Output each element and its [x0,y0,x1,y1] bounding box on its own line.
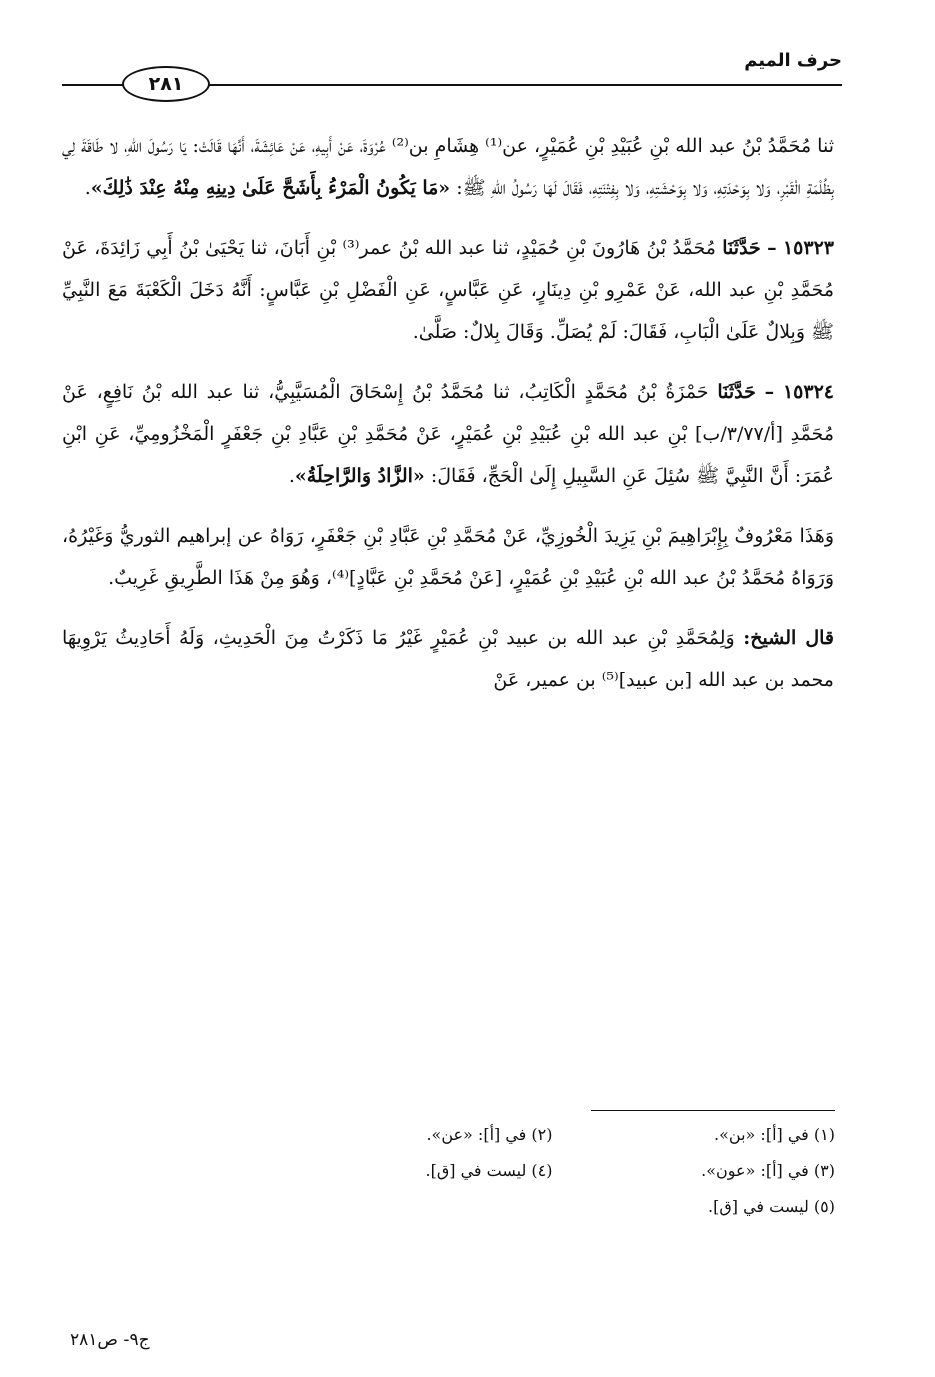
paragraph-3-end: . [288,465,295,487]
hadith-quote-2: «الزَّادُ وَالرَّاحِلَةُ» [294,465,425,487]
footnote-rule [591,1110,835,1111]
paragraph-4 [62,515,834,599]
footnote-3: (٣) في [أ]: «عون». [701,1161,835,1180]
paragraph-1 [62,125,834,209]
hadith-lead-15324: حَدَّثَنَا [717,381,756,403]
paragraph-1-end: . [84,177,91,199]
footnotes [270,1125,835,1233]
hadith-lead-15323: حَدَّثَنَا [722,237,761,259]
paragraph-2: ١٥٣٢٣ – حَدَّثَنَا مُحَمَّدُ بْنُ هَارُونَ بْنِ حُمَيْدٍ، ثنا عبد الله بْنُ عمر⁽³⁾ بْنِ أَبَانَ، ثنا يَحْيَىٰ بْنُ أَبِي زَائِدَةَ، عَنْ مُحَمَّدِ بْنِ عبد الله، عَنْ عَمْرِو بْنِ دِينَارٍ، عَنِ عَبَّاسٍ، عَنِ الْفَضْلِ بْنِ عَبَّاسٍ: أَنَّهُ دَخَلَ الْكَعْبَةَ مَعَ النَّبِيِّ ﷺ وَبِلالٌ عَلَىٰ الْبَابِ، فَقَالَ: لَمْ يُصَلِّ. وَقَالَ بِلالٌ: صَلَّىٰ. [62,237,834,343]
paragraph-3-text: حَمْزَةُ بْنُ مُحَمَّدٍ الْكَاتِبُ، ثنا مُحَمَّدُ بْنُ إِسْحَاقَ الْمُسَيَّبِيُّ، ثنا عبد الله بْنُ نَافِعٍ، عَنْ مُحَمَّدِ [أ/٣/٧٧/ب] بْنِ عبد الله بْنِ عُبَيْدِ بْنِ عُمَيْرٍ، عَنْ مُحَمَّدِ بْنِ عَبَّادِ بْنِ جَعْفَرٍ الْمَخْزُومِيِّ، عَنِ ابْنِ عُمَرَ: أَنَّ النَّبِيَّ ﷺ سُئِلَ عَنِ السَّبِيلِ إِلَىٰ الْحَجِّ، فَقَالَ: [62,381,834,487]
volume-page-footer: ج٩- ص٢٨١ [70,1330,150,1350]
paragraph-2-text: مُحَمَّدُ بْنُ هَارُونَ بْنِ حُمَيْدٍ، ثنا عبد الله بْنُ عمر⁽³⁾ بْنِ أَبَانَ، ثنا يَحْيَىٰ بْنُ أَبِي زَائِدَةَ، عَنْ مُحَمَّدِ بْنِ عبد الله، عَنْ عَمْرِو بْنِ دِينَارٍ، عَنِ عَبَّاسٍ، عَنِ الْفَضْلِ بْنِ عَبَّاسٍ: أَنَّهُ دَخَلَ الْكَعْبَةَ مَعَ النَّبِيِّ ﷺ وَبِلالٌ عَلَىٰ الْبَابِ، فَقَالَ: لَمْ يُصَلِّ. وَقَالَ بِلالٌ: صَلَّىٰ. [62,237,834,343]
paragraph-5 [62,617,834,701]
page-header [62,46,842,95]
page-number-badge: ٢٨١ [122,66,210,102]
hadith-quote-1: «مَا يَكُونُ الْمَرْءُ بِأَشَحَّ عَلَىٰ دِينِهِ مِنْهُ عِنْدَ ذَٰلِكَ» [90,177,451,199]
paragraph-5-text: وَلِمُحَمَّدِ بْنِ عبد الله بن عبيد بْنِ عُمَيْرٍ غَيْرُ مَا ذَكَرْتُ مِنَ الْحَدِيثِ، وَلَهُ أَحَادِيثُ يَرْوِيهَا محمد بن عبد الله [بن عبيد]⁽⁵⁾ بن عمير، عَنْ [62,627,834,691]
footnote-5: (٥) ليست في [ق]. [708,1197,835,1216]
shaykh-label: قال الشيخ: [743,627,834,649]
footnote-2: (٢) في [أ]: «عن». [426,1125,553,1144]
hadith-number-15323: ١٥٣٢٣ [782,237,834,259]
hadith-number-15324: ١٥٣٢٤ [782,381,834,403]
paragraph-1-text: ثنا مُحَمَّدُ بْنُ عبد الله بْنِ عُبَيْدِ بْنِ عُمَيْرٍ، عن⁽¹⁾ هِشَامِ بن⁽²⁾ عُرْوَةَ، عَنْ أَبِيهِ، عَنْ عَائِشَةَ، أَنَّهَا قَالَتْ: يَا رَسُولَ اللهِ، لا طَاقَةَ لِي بِظُلْمَةِ الْقَبْرِ، وَلا بِوَحْدَتِهِ، وَلا بِوَحْشَتِهِ، وَلا بِفِتْنَتِهِ، فَقَالَ لَهَا رَسُولُ اللهِ ﷺ: [62,135,834,199]
paragraph-4-text: وَهَذَا مَعْرُوفٌ بِإِبْرَاهِيمَ بْنِ يَزِيدَ الْخُوزِيِّ، عَنْ مُحَمَّدِ بْنِ عَبَّادِ بْنِ جَعْفَرٍ، رَوَاهُ عن إبراهيم الثوريُّ وَغَيْرُهُ، وَرَوَاهُ مُحَمَّدُ بْنُ عبد الله بْنِ عُبَيْدِ بْنِ عُمَيْرٍ، [عَنْ مُحَمَّدِ بْنِ عَبَّادٍ]⁽⁴⁾، وَهُوَ مِنْ هَذَا الطَّرِيقِ غَرِيبٌ. [62,525,834,589]
chapter-title: حرف الميم [744,50,842,71]
main-text [62,125,834,719]
paragraph-3: ١٥٣٢٤ – حَدَّثَنَا حَمْزَةُ بْنُ مُحَمَّدٍ الْكَاتِبُ، ثنا مُحَمَّدُ بْنُ إِسْحَاقَ الْمُسَيَّبِيُّ، ثنا عبد الله بْنُ نَافِعٍ، عَنْ مُحَمَّدِ [أ/٣/٧٧/ب] بْنِ عبد الله بْنِ عُبَيْدِ بْنِ عُمَيْرٍ، عَنْ مُحَمَّدِ بْنِ عَبَّادِ بْنِ جَعْفَرٍ الْمَخْزُومِيِّ، عَنِ ابْنِ عُمَرَ: أَنَّ النَّبِيَّ ﷺ سُئِلَ عَنِ السَّبِيلِ إِلَىٰ الْحَجِّ، فَقَالَ: «الزَّادُ وَالرَّاحِلَةُ». [62,381,834,487]
footnote-4: (٤) ليست في [ق]. [425,1161,553,1180]
footnote-1: (١) في [أ]: «بن». [714,1125,835,1144]
